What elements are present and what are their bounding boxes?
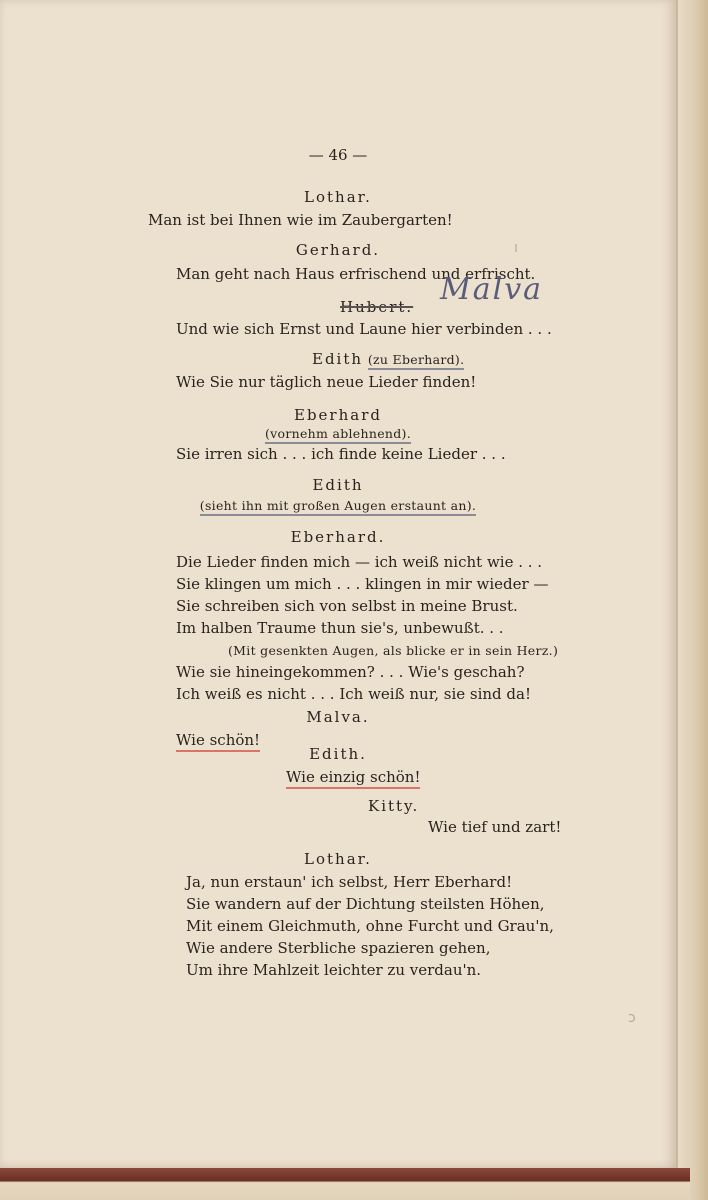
speaker-gerhard: Gerhard. [295, 241, 381, 259]
line-eberhard-2b: Sie klingen um mich . . . klingen in mir wieder — [176, 575, 549, 593]
line-hubert: Und wie sich Ernst und Laune hier verbinden . . . [176, 320, 552, 338]
stage-edith-2-text: (sieht ihn mit großen Augen erstaunt an). [200, 498, 476, 516]
page-number: — 46 — [308, 146, 368, 164]
stage-eberhard-2: (Mit gesenkten Augen, als blicke er in sein Herz.) [228, 643, 559, 658]
line-lothar-2d: Wie andere Sterbliche spazieren gehen, [186, 939, 491, 957]
line-eberhard-2e: Wie sie hineingekommen? . . . Wie's geschah? [176, 663, 525, 681]
line-gerhard: Man geht nach Haus erfrischend und erfrischt. [176, 265, 536, 283]
line-edith-3 [286, 768, 420, 786]
line-lothar-2c: Mit einem Gleichmuth, ohne Furcht und Grau'n, [186, 917, 554, 935]
speaker-malva: Malva. [306, 708, 370, 726]
next-page-edge [678, 0, 708, 1200]
line-malva-text: Wie schön! [176, 731, 260, 752]
speaker-eberhard-1: Eberhard [294, 406, 382, 424]
line-edith-3-text: Wie einzig schön! [286, 768, 420, 789]
speaker-eberhard-2: Eberhard. [290, 528, 386, 546]
stage-edith-2 [0, 497, 676, 515]
pencil-mark: ı [514, 240, 518, 256]
line-lothar-1: Man ist bei Ihnen wie im Zaubergarten! [148, 211, 453, 229]
stage-edith-1: (zu Eberhard). [368, 352, 465, 370]
line-eberhard-1: Sie irren sich . . . ich finde keine Lieder . . . [176, 445, 506, 463]
stage-eberhard-1 [0, 425, 676, 443]
speaker-edith-2: Edith [312, 476, 364, 494]
speaker-lothar-2: Lothar. [304, 850, 372, 868]
line-edith-1: Wie Sie nur täglich neue Lieder finden! [176, 373, 477, 391]
speaker-edith-3: Edith. [309, 745, 367, 763]
line-eberhard-2c: Sie schreiben sich von selbst in meine Brust. [176, 597, 518, 615]
line-eberhard-2a: Die Lieder finden mich — ich weiß nicht wie . . . [176, 553, 543, 571]
book-binding [0, 1168, 690, 1200]
line-eberhard-2f: Ich weiß es nicht . . . Ich weiß nur, sie sind da! [176, 685, 531, 703]
speaker-edith-1-name: Edith [312, 350, 364, 368]
stage-eberhard-1-text: (vornehm ablehnend). [265, 426, 411, 444]
line-kitty: Wie tief und zart! [428, 818, 562, 836]
handwritten-note: Malva [440, 272, 544, 307]
line-eberhard-2d: Im halben Traume thun sie's, unbewußt. . . [176, 619, 504, 637]
pencil-mark: ɔ [628, 1010, 636, 1026]
line-lothar-2b: Sie wandern auf der Dichtung steilsten Höhen, [186, 895, 545, 913]
line-lothar-2a: Ja, nun erstaun' ich selbst, Herr Eberhard! [186, 873, 513, 891]
speaker-hubert-struck: Hubert. [340, 298, 414, 316]
speaker-edith-1 [312, 350, 464, 369]
speaker-hubert [340, 298, 413, 316]
speaker-kitty: Kitty. [368, 797, 420, 815]
line-lothar-2e: Um ihre Mahlzeit leichter zu verdau'n. [186, 961, 482, 979]
speaker-lothar: Lothar. [304, 188, 372, 206]
